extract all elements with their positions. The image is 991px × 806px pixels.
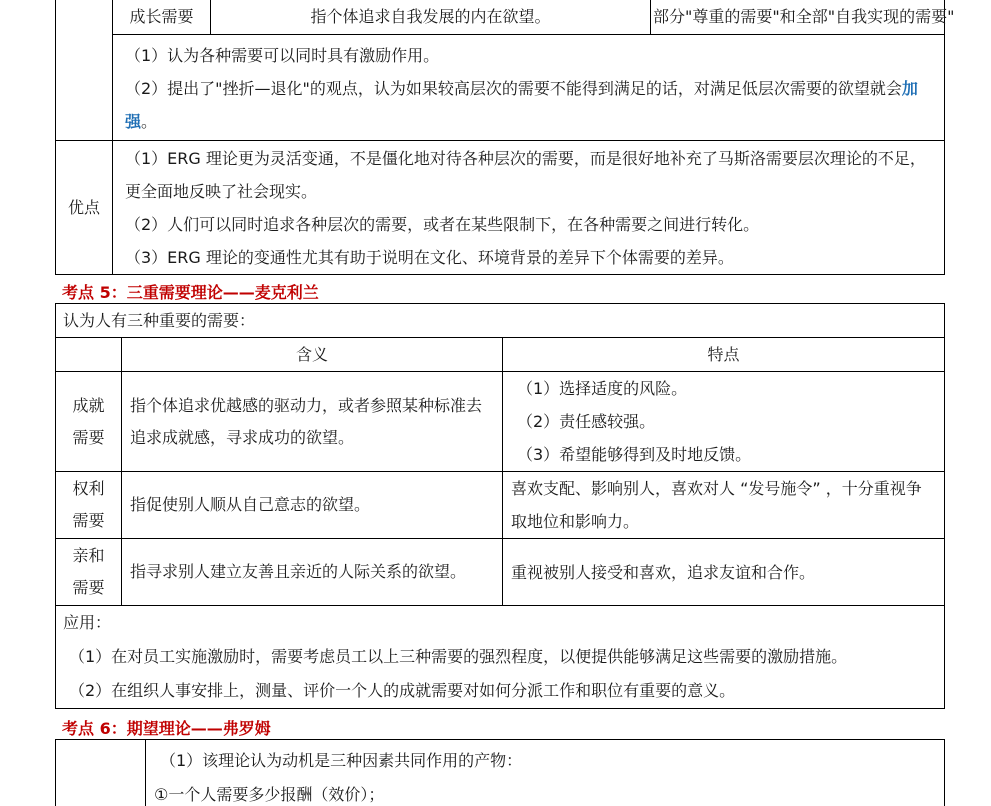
achievement-features <box>503 372 945 472</box>
advantage-1: （1）ERG 理论更为灵活变通，不是僵化地对待各种层次的需要，而是很好地补充了马斯洛需要层次理论的不足，更全面地反映了社会现实。 <box>125 148 926 201</box>
application-2: （2）在组织人事安排上，测量、评价一个人的成就需要对如何分派工作和职位有重要的意义。 <box>69 681 736 700</box>
header-feature: 特点 <box>503 338 945 372</box>
erg-advantages-row <box>56 141 945 275</box>
intro-text: 认为人有三种重要的需要： <box>56 304 945 338</box>
application-row <box>56 606 945 709</box>
header-meaning: 含义 <box>122 338 503 372</box>
achievement-feature-1: （1）选择适度的风险。 <box>517 379 688 398</box>
erg-note-2-text: （2）提出了"挫折—退化"的观点，认为如果较高层次的需要不能得到满足的话，对满足低层次需要的欲望就会 <box>125 79 902 98</box>
achievement-label <box>56 372 122 472</box>
application-1: （1）在对员工实施激励时，需要考虑员工以上三种需要的强烈程度，以便提供能够满足这些需要的激励措施。 <box>69 647 848 666</box>
vroom-table <box>55 739 945 806</box>
vroom-row <box>56 740 945 806</box>
power-row <box>56 472 945 539</box>
affiliation-meaning: 指寻求别人建立友善且亲近的人际关系的欲望。 <box>122 539 503 606</box>
header-row <box>56 338 945 372</box>
growth-need-meaning: 指个体追求自我发展的内在欲望。 <box>211 0 651 35</box>
vroom-content <box>146 740 945 806</box>
achievement-label-text: 成就需要 <box>72 395 105 447</box>
erg-note-2-suffix: 。 <box>141 112 158 131</box>
application-title: 应用： <box>63 613 112 632</box>
power-label <box>56 472 122 539</box>
erg-note-1: （1）认为各种需要可以同时具有激励作用。 <box>125 46 440 65</box>
affiliation-label-text: 亲和需要 <box>72 546 105 597</box>
power-feature: 喜欢支配、影响别人，喜欢对人 “发号施令” ，十分重视争取地位和影响力。 <box>503 472 945 539</box>
affiliation-label <box>56 539 122 606</box>
erg-note-2-emphasis: 加强 <box>125 79 918 131</box>
achievement-row <box>56 372 945 472</box>
achievement-feature-3: （3）希望能够得到及时地反馈。 <box>517 445 752 464</box>
section-5-heading: 考点 5：三重需要理论——麦克利兰 <box>62 283 319 302</box>
vroom-line-1: （1）该理论认为动机是三种因素共同作用的产物： <box>160 751 523 770</box>
power-meaning: 指促使别人顺从自己意志的欲望。 <box>122 472 503 539</box>
erg-notes-row <box>56 35 945 141</box>
growth-need-mapping: 部分"尊重的需要"和全部"自我实现的需要" <box>651 0 945 35</box>
header-empty <box>56 338 122 372</box>
erg-table <box>55 0 955 275</box>
growth-need-label: 成长需要 <box>113 0 211 35</box>
affiliation-row <box>56 539 945 606</box>
growth-need-row <box>56 0 945 35</box>
advantages-label: 优点 <box>56 141 113 275</box>
vroom-left-cell <box>56 740 146 806</box>
achievement-feature-2: （2）责任感较强。 <box>517 412 656 431</box>
section-6-heading: 考点 6：期望理论——弗罗姆 <box>62 719 271 738</box>
application-cell <box>56 606 945 709</box>
affiliation-feature: 重视被别人接受和喜欢，追求友谊和合作。 <box>503 539 945 606</box>
intro-row <box>56 304 945 338</box>
erg-note-2 <box>121 72 936 138</box>
power-label-text: 权利需要 <box>72 479 105 530</box>
advantages-cell <box>113 141 945 275</box>
achievement-meaning: 指个体追求优越感的驱动力，或者参照某种标准去追求成就感，寻求成功的欲望。 <box>122 372 503 472</box>
erg-notes-cell <box>113 35 945 141</box>
advantage-3: （3）ERG 理论的变通性尤其有助于说明在文化、环境背景的差异下个体需要的差异。 <box>125 247 734 267</box>
advantage-2: （2）人们可以同时追求各种层次的需要，或者在某些限制下，在各种需要之间进行转化。 <box>125 214 760 234</box>
mcclelland-table <box>55 303 945 709</box>
vroom-line-2: ①一个人需要多少报酬（效价）； <box>154 785 385 804</box>
erg-left-empty-cell <box>56 0 113 141</box>
